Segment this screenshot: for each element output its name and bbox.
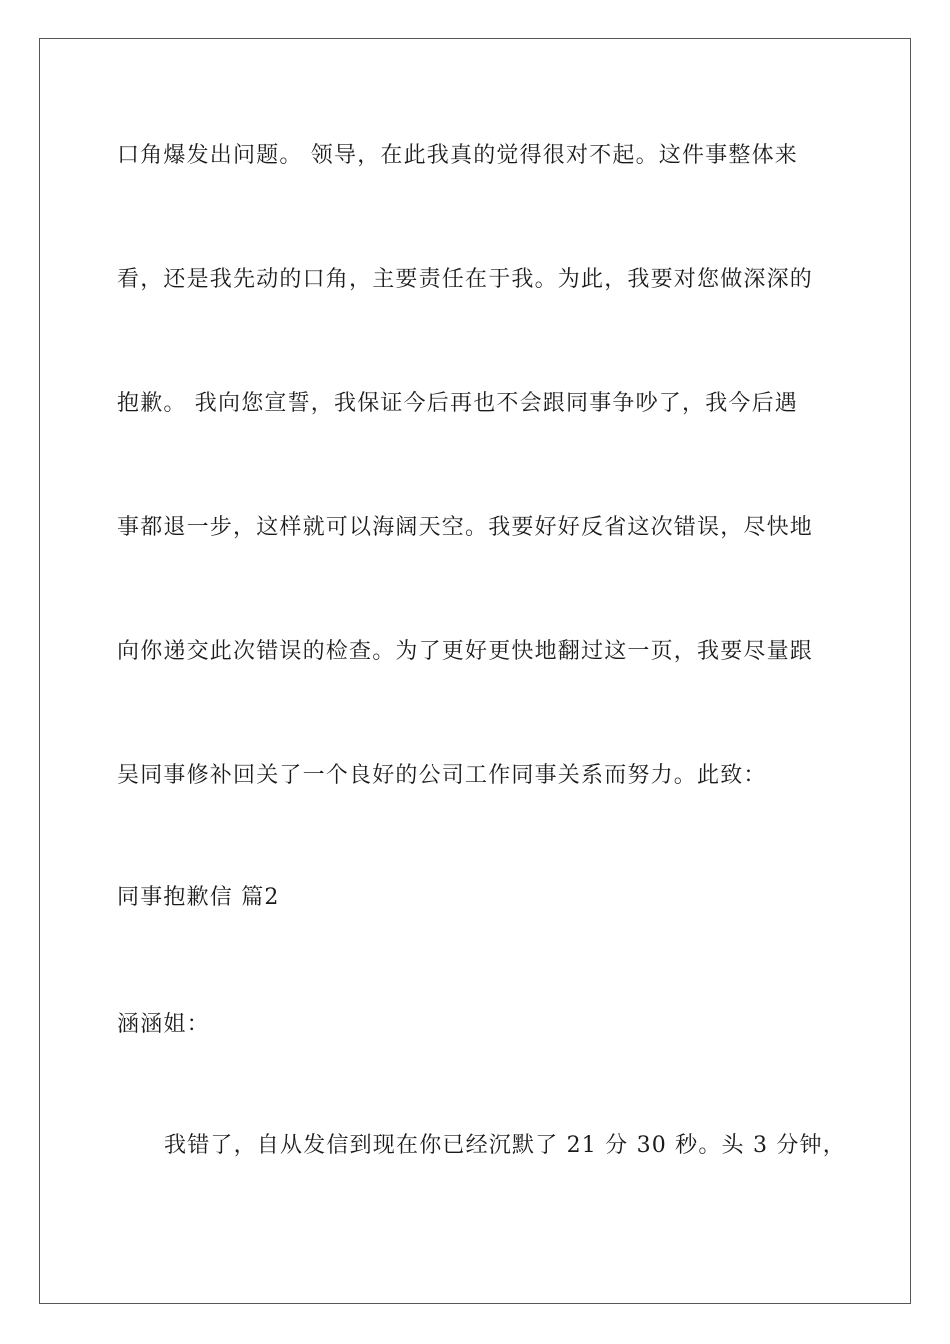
body-first-line: 我错了，自从发信到现在你已经沉默了 21 分 30 秒。头 3 分钟， xyxy=(164,1133,846,1158)
salutation: 涵涵姐： xyxy=(117,1012,210,1037)
paragraph-line: 抱歉。 我向您宣誓，我保证今后再也不会跟同事争吵了，我今后遇 xyxy=(117,391,798,416)
page-frame xyxy=(39,38,911,1304)
paragraph-line: 向你递交此次错误的检查。为了更好更快地翻过这一页，我要尽量跟 xyxy=(117,639,814,664)
paragraph-line: 看，还是我先动的口角，主要责任在于我。为此，我要对您做深深的 xyxy=(117,267,814,292)
section-heading: 同事抱歉信 篇2 xyxy=(117,885,280,910)
paragraph-line: 口角爆发出问题。 领导，在此我真的觉得很对不起。这件事整体来 xyxy=(117,143,798,168)
paragraph-line: 吴同事修补回关了一个良好的公司工作同事关系而努力。此致： xyxy=(117,763,767,788)
paragraph-line: 事都退一步，这样就可以海阔天空。我要好好反省这次错误，尽快地 xyxy=(117,515,814,540)
